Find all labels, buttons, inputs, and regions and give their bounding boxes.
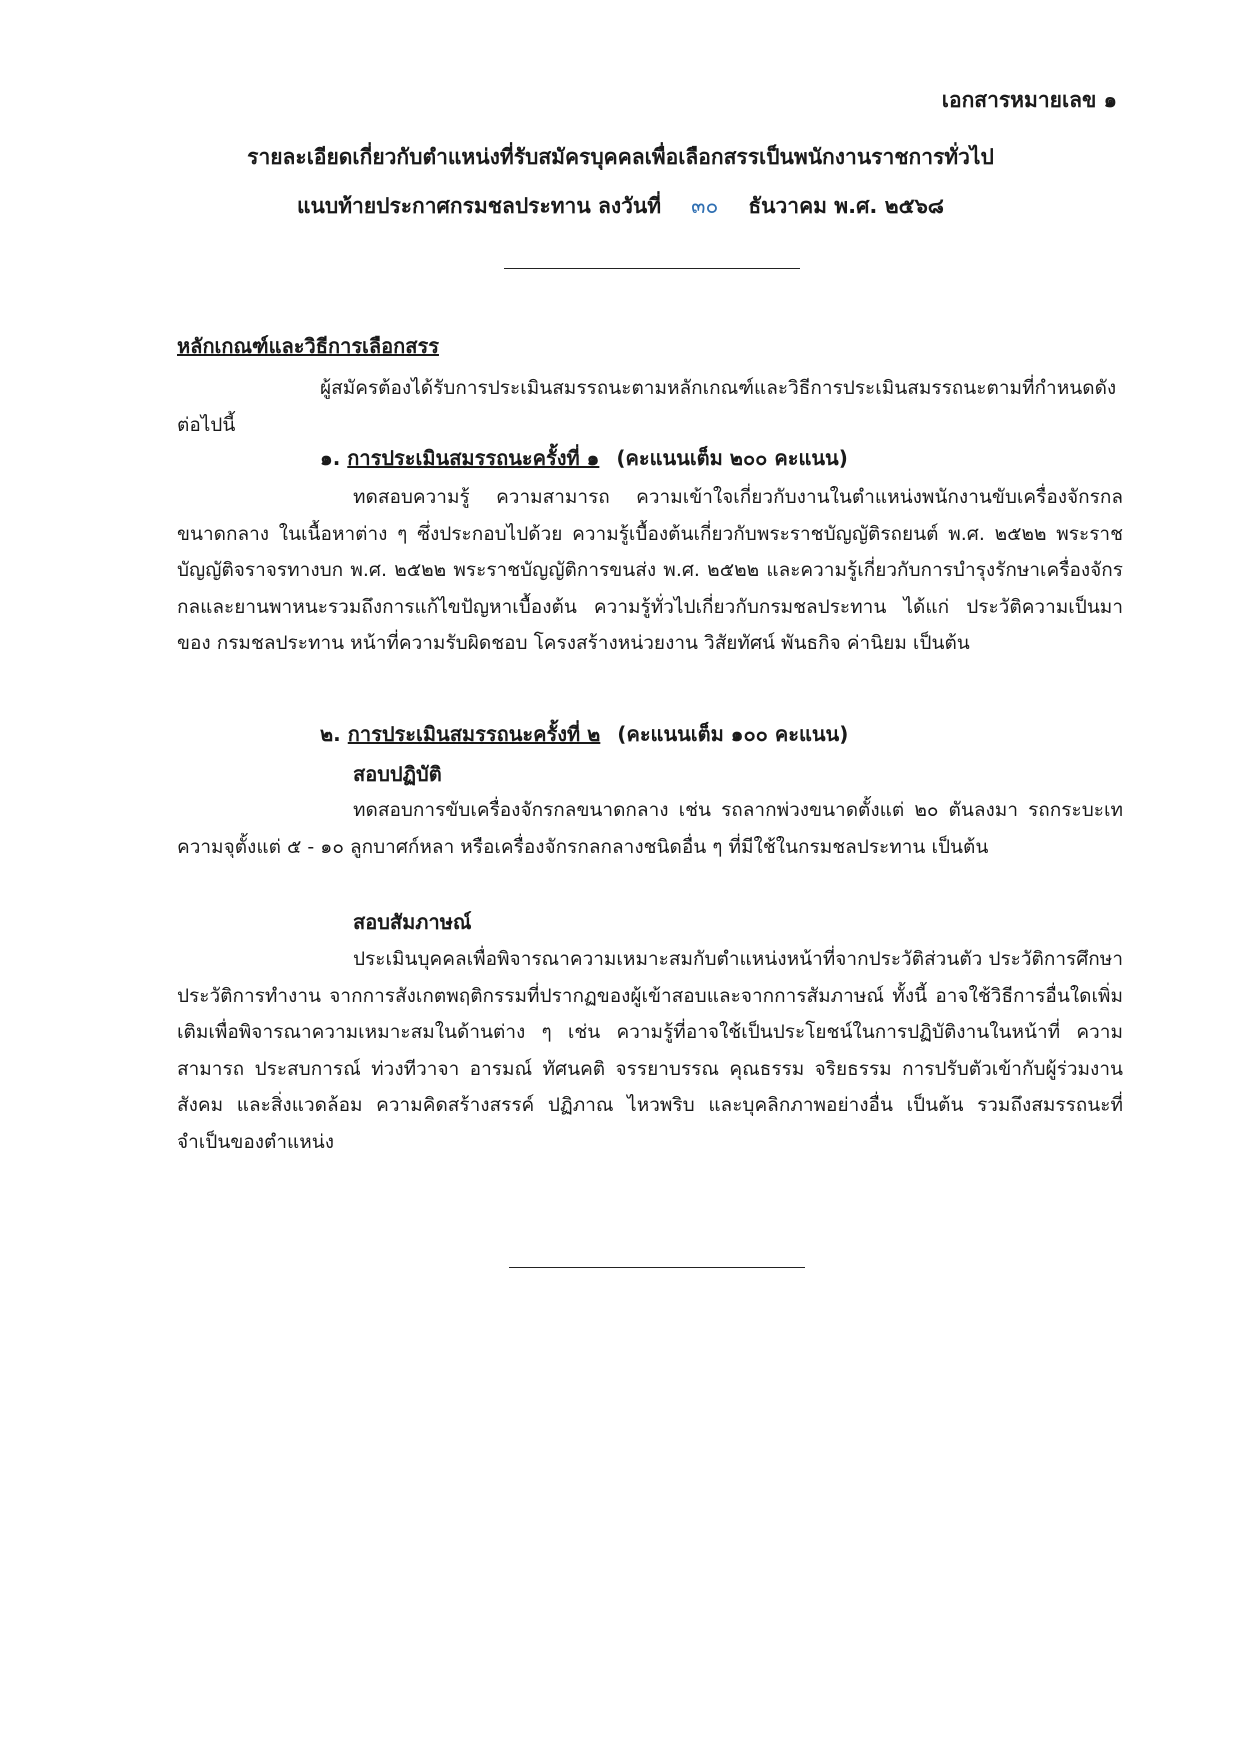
- item2-number: ๒.: [320, 722, 341, 746]
- divider-bottom: [509, 1267, 805, 1268]
- item1-body: ทดสอบความรู้ ความสามารถ ความเข้าใจเกี่ยวกับงานในตำแหน่งพนักงานขับเครื่องจักรกลขนาดกลาง ในเนื้อหาต่าง ๆ ซึ่งประกอบไปด้วย ความรู้เบื้องต้นเกี่ยวกับพระราชบัญญัติรถยนต์ พ.ศ. ๒๕๒๒ พระราชบัญญัติจราจรทางบก พ.ศ. ๒๕๒๒ พระราชบัญญัติการขนส่ง พ.ศ. ๒๕๒๒ และความรู้เกี่ยวกับการบำรุงรักษาเครื่องจักรกลและยานพาหนะรวมถึงการแก้ไขปัญหาเบื้องต้น ความรู้ทั่วไปเกี่ยวกับกรมชลประทาน ได้แก่ ประวัติความเป็นมาของ กรมชลประทาน หน้าที่ความรับผิดชอบ โครงสร้างหน่วยงาน วิสัยทัศน์ พันธกิจ ค่านิยม เป็นต้น: [177, 486, 1123, 654]
- document-title: รายละเอียดเกี่ยวกับตำแหน่งที่รับสมัครบุคคลเพื่อเลือกสรรเป็นพนักงานราชการทั่วไป: [247, 145, 994, 169]
- document-subtitle: [0, 190, 1241, 223]
- document-number: เอกสารหมายเลข ๑: [941, 88, 1117, 112]
- divider-top: [504, 268, 800, 269]
- practical-heading: สอบปฏิบัติ: [353, 762, 442, 786]
- item2-heading: [320, 718, 848, 750]
- item2-title: การประเมินสมรรถนะครั้งที่ ๒: [347, 722, 601, 746]
- section-heading: หลักเกณฑ์และวิธีการเลือกสรร: [177, 334, 439, 358]
- item1-title: การประเมินสมรรถนะครั้งที่ ๑: [347, 446, 600, 470]
- section-intro: ผู้สมัครต้องได้รับการประเมินสมรรถนะตามหลักเกณฑ์และวิธีการประเมินสมรรถนะตามที่กำหนดดังต่อไปนี้: [177, 377, 1117, 436]
- subtitle-prefix: แนบท้ายประกาศกรมชลประทาน ลงวันที่: [296, 194, 662, 218]
- interview-body: ประเมินบุคคลเพื่อพิจารณาความเหมาะสมกับตำแหน่งหน้าที่จากประวัติส่วนตัว ประวัติการศึกษา ประวัติการทำงาน จากการสังเกตพฤติกรรมที่ปรากฏของผู้เข้าสอบและจากการสัมภาษณ์ ทั้งนี้ อาจใช้วิธีการอื่นใดเพิ่มเติมเพื่อพิจารณาความเหมาะสมในด้านต่าง ๆ เช่น ความรู้ที่อาจใช้เป็นประโยชน์ในการปฏิบัติงานในหน้าที่ ความสามารถ ประสบการณ์ ท่วงทีวาจา อารมณ์ ทัศนคติ จรรยาบรรณ คุณธรรม จริยธรรม การปรับตัวเข้ากับผู้ร่วมงาน สังคม และสิ่งแวดล้อม ความคิดสร้างสรรค์ ปฏิภาณ ไหวพริบ และบุคลิกภาพอย่างอื่น เป็นต้น รวมถึงสมรรถนะที่จำเป็นของตำแหน่ง: [177, 948, 1123, 1153]
- announcement-day: ๓๐: [691, 194, 719, 218]
- item1-score: (คะแนนเต็ม ๒๐๐ คะแนน): [616, 446, 848, 470]
- interview-heading: สอบสัมภาษณ์: [353, 910, 472, 934]
- practical-body: ทดสอบการขับเครื่องจักรกลขนาดกลาง เช่น รถลากพ่วงขนาดตั้งแต่ ๒๐ ตันลงมา รถกระบะเทความจุตั้งแต่ ๕ - ๑๐ ลูกบาศก์หลา หรือเครื่องจักรกลกลางชนิดอื่น ๆ ที่มีใช้ในกรมชลประทาน เป็นต้น: [177, 799, 1123, 858]
- item1-number: ๑.: [320, 446, 341, 470]
- item2-score: (คะแนนเต็ม ๑๐๐ คะแนน): [617, 722, 849, 746]
- item1-heading: [320, 442, 848, 474]
- subtitle-suffix: ธันวาคม พ.ศ. ๒๕๖๘: [748, 194, 944, 218]
